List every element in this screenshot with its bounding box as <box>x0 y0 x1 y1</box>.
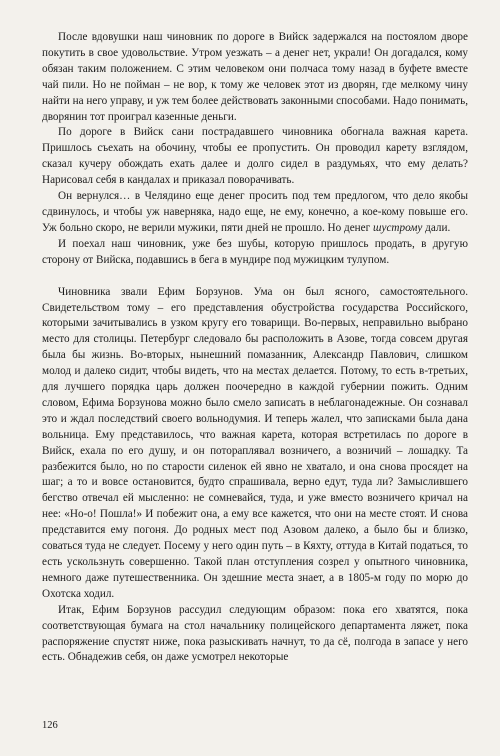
section-gap <box>42 269 468 285</box>
page-body <box>42 30 468 666</box>
italic-word: шустрому <box>373 221 423 234</box>
paragraph: И поехал наш чиновник, уже без шубы, которую пришлось продать, в другую сторону от Вийска, подавшись в бега в мундире под мужицким тулупом. <box>42 237 468 266</box>
paragraph: После вдовушки наш чиновник по дороге в Вийск задержался на постоялом дворе покутить в свое удовольствие. Утром уезжать – а денег нет, украли! Он догадался, кому обязан таким положением. С этим человеком они полчаса тому назад в буфете вместе чай пили. Но не пойман – не вор, к тому же человек этот из дворян, где мелкому чину найти на него управу, и уж тем более действовать законными способами. Надо понимать, дворянин тот проиграл казенные деньги. <box>42 31 469 123</box>
paragraph: По дороге в Вийск сани пострадавшего чиновника обогнала важная карета. Пришлось съехать на обочину, чтобы ее пропустить. Он проводил карету взглядом, сказал кучеру обождать ехать далее и долго сидел в раздумьях, что ему делать? Нарисовал себя в кандалах и приказал поворачивать. <box>42 126 468 187</box>
paragraph-text: дали. <box>422 221 451 234</box>
paragraph: Чиновника звали Ефим Борзунов. Ума он был ясного, самостоятельного. Свидетельством тому – его представления обустройства государства Российского, которыми зачитывались в узком кругу его товарищи. Во-первых, неправильно выбрано место для столицы. Петербург следовало бы расположить в Азове, тогда совсем другая была бы жизнь. Во-вторых, нынешний помазанник, Александр Павлович, слишком молод и далеко сидит, чтобы видеть, что на местах делается. Потому, то есть в-третьих, для лучшего порядка царь должен поочередно в каждой губернии пожить. Одним словом, Ефима Борзунова можно было смело записать в неблагонадежные. Он сознавал это и ждал последствий своего вольнодумия. И теперь жалел, что записками была дана вольница. Ему представилось, что важная карета, которая встретилась по дороге в Вийск, ехала по его душу, и он потораплявал возничего, а возничий – лошадку. Та разбежится было, но по старости силенок ей явно не хватало, и она снова просядет на шаг; а то и вовсе остановится, будто спрашивала, верно едут, туда ли? Замыслившего бегство отвечал ей мысленно: не сомневайся, туда, и уже вместо возничего кричал на нее: «Но-о! Пошла!» И побежит она, а ему все кажется, что они на месте стоят. И снова представится ему погоня. До родных мест под Азовом далеко, а было бы и близко, соваться туда не следует. Посему у него один путь – в Кяхту, оттуда в Китай податься, то есть ускользнуть совершенно. Такой план отступления созрел у опытного чиновника, немного даже путешественника. Он здешние места знает, а в 1805-м году по морю до Охотска ходил. <box>42 285 468 600</box>
paragraph <box>42 189 468 237</box>
paragraph-text: Он вернулся… в Челядино еще денег просить под тем предлогом, что дело якобы сдвинулось, и чтобы уж наверняка, надо еще, не ему, конечно, а кое-кому повыше его. Уж больно скоро, не верили мужики, пяти дней не прошло. Но денег <box>42 190 468 234</box>
page-number: 126 <box>42 720 58 731</box>
paragraph: Итак, Ефим Борзунов рассудил следующим образом: пока его хватятся, пока соответствующая бумага на стол начальнику полицейского департамента ляжет, пока распоряжение спустят ниже, пока разыскивать начнут, то да сё, полгода в запасе у него есть. Обнадежив себя, он даже усмотрел некоторые <box>42 603 468 664</box>
